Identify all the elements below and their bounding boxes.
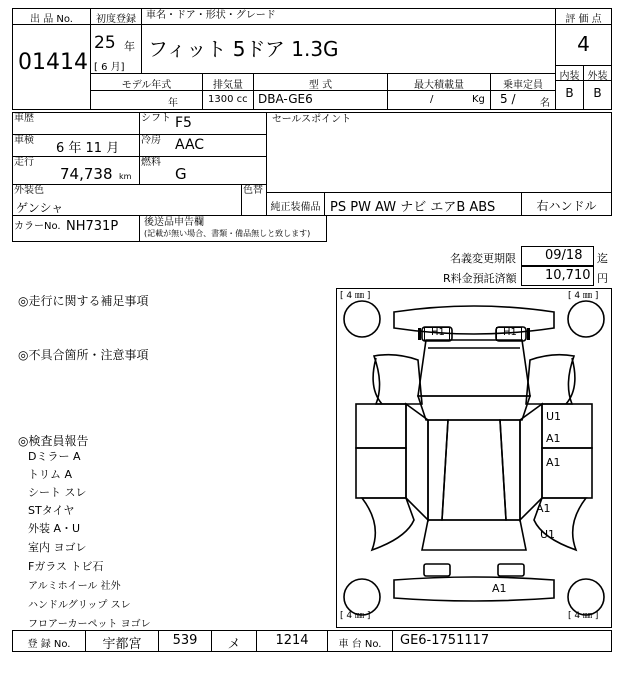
inspection-value: 6 年 11 月 (56, 141, 120, 156)
model-year-label: モデル年式 (121, 80, 172, 91)
inspector-item: Fガラス トビ石 (28, 560, 104, 573)
reg-number: 1214 (275, 633, 309, 648)
score-label: 評 価 点 (565, 14, 602, 25)
load-value: / (430, 94, 434, 105)
sales-point-label: セールスポイント (272, 114, 352, 125)
history-label: 車歴 (14, 113, 34, 124)
capacity-unit: 名 (540, 98, 550, 109)
model-year-value: 年 (168, 98, 178, 109)
type-value: DBA-GE6 (258, 92, 313, 106)
interior-label: 内装 (559, 71, 580, 82)
load-unit: Kg (472, 94, 485, 105)
inspector-item: 外装 A・U (28, 522, 81, 535)
displacement-label: 排気量 (213, 80, 243, 91)
recycle-label: R料金預託済額 (443, 272, 517, 285)
reg-no-label: 登 録 No. (27, 639, 71, 650)
color-no-label: カラーNo. (14, 221, 61, 232)
tire-depth-rear-right: [ 4 ㎜ ] (568, 611, 599, 621)
damage-mark-label: H1 (431, 327, 445, 338)
color-no-value: NH731P (66, 219, 119, 234)
equipment-label: 純正装備品 (270, 202, 321, 213)
reg-class: 539 (172, 633, 198, 648)
docs-label: 後送品申告欄 (144, 217, 204, 228)
inspector-report-title: ◎検査員報告 (18, 434, 89, 448)
recycle-value: 10,710 (545, 268, 591, 283)
displacement-value: 1300 cc (208, 94, 248, 105)
steering-value: 右ハンドル (536, 199, 597, 213)
fuel-label: 燃料 (141, 157, 161, 168)
first-reg-month: [ 6 月] (94, 62, 125, 73)
tire-depth-front-right: [ 4 ㎜ ] (568, 291, 599, 301)
capacity-value: 5 / (500, 92, 516, 106)
mileage-value: 74,738 (60, 165, 113, 183)
docs-note: (記載が無い場合、書類・備品無しと致します) (144, 229, 311, 238)
inspector-item: STタイヤ (28, 504, 75, 517)
first-reg-year-suffix: 年 (124, 40, 135, 53)
damage-mark-label: A1 (492, 582, 507, 595)
inspector-item: シート スレ (28, 486, 87, 499)
ac-label: 冷房 (141, 135, 161, 146)
damage-mark-label: H1 (503, 327, 517, 338)
inspector-item: ハンドルグリップ スレ (28, 600, 131, 611)
exterior-color-label: 外装色 (14, 185, 44, 196)
recycle-unit: 円 (597, 272, 608, 285)
type-label: 型 式 (308, 80, 333, 91)
inspection-label: 車検 (14, 135, 34, 146)
fuel-value: G (175, 165, 187, 183)
damage-mark-label: U1 (540, 528, 556, 541)
color-change-label: 色替 (243, 185, 263, 196)
chassis-value: GE6-1751117 (400, 633, 490, 648)
defect-notes-title: ◎不具合箇所・注意事項 (18, 348, 149, 362)
equipment-value: PS PW AW ナビ エアB ABS (330, 200, 496, 215)
damage-mark-label: A1 (536, 502, 551, 515)
mileage-label: 走行 (14, 157, 34, 168)
lot-number: 01414 (18, 50, 88, 75)
shift-value: F5 (175, 115, 192, 131)
reg-city: 宇都宮 (102, 637, 142, 652)
inspector-item: アルミホイール 社外 (28, 581, 121, 592)
score-value: 4 (577, 32, 590, 56)
name-change-unit: 迄 (597, 252, 608, 265)
capacity-label: 乗車定員 (503, 80, 543, 91)
exterior-label: 外装 (587, 71, 608, 82)
damage-mark-label: A1 (546, 432, 561, 445)
interior-grade: B (565, 86, 574, 100)
wheel-front-left-icon (344, 301, 380, 337)
damage-mark-label: U1 (546, 410, 562, 423)
tire-depth-rear-left: [ 4 ㎜ ] (340, 611, 371, 621)
tire-depth-front-left: [ 4 ㎜ ] (340, 291, 371, 301)
driving-notes-title: ◎走行に関する補足事項 (18, 294, 149, 308)
first-reg-year: 25 (94, 33, 116, 53)
mileage-unit: km (119, 172, 132, 181)
inspector-item: トリム A (28, 468, 73, 481)
damage-mark-label: A1 (546, 456, 561, 469)
inspector-item: Dミラー A (28, 450, 81, 463)
name-change-label: 名義変更期限 (450, 252, 516, 265)
shift-label: シフト (141, 113, 171, 124)
vehicle-diagram (336, 288, 612, 628)
lot-label: 出 品 No. (30, 14, 73, 25)
load-label: 最大積載量 (414, 80, 464, 91)
ac-value: AAC (175, 137, 205, 153)
inspector-item: フロアーカーペット ヨゴレ (28, 619, 151, 630)
spec-model-year-cell (90, 90, 203, 110)
name-label: 車名・ドア・形状・グレード (146, 10, 276, 21)
exterior-grade: B (593, 86, 602, 100)
reg-kana: メ (227, 637, 241, 652)
exterior-color-value: ゲンシャ (16, 201, 64, 215)
wheel-front-right-icon (568, 301, 604, 337)
car-name: フィット 5ドア 1.3G (148, 37, 339, 61)
name-change-value: 09/18 (545, 248, 583, 263)
first-reg-label: 初度登録 (96, 14, 136, 25)
inspector-item: 室内 ヨゴレ (28, 541, 87, 554)
chassis-label: 車 台 No. (338, 639, 382, 650)
